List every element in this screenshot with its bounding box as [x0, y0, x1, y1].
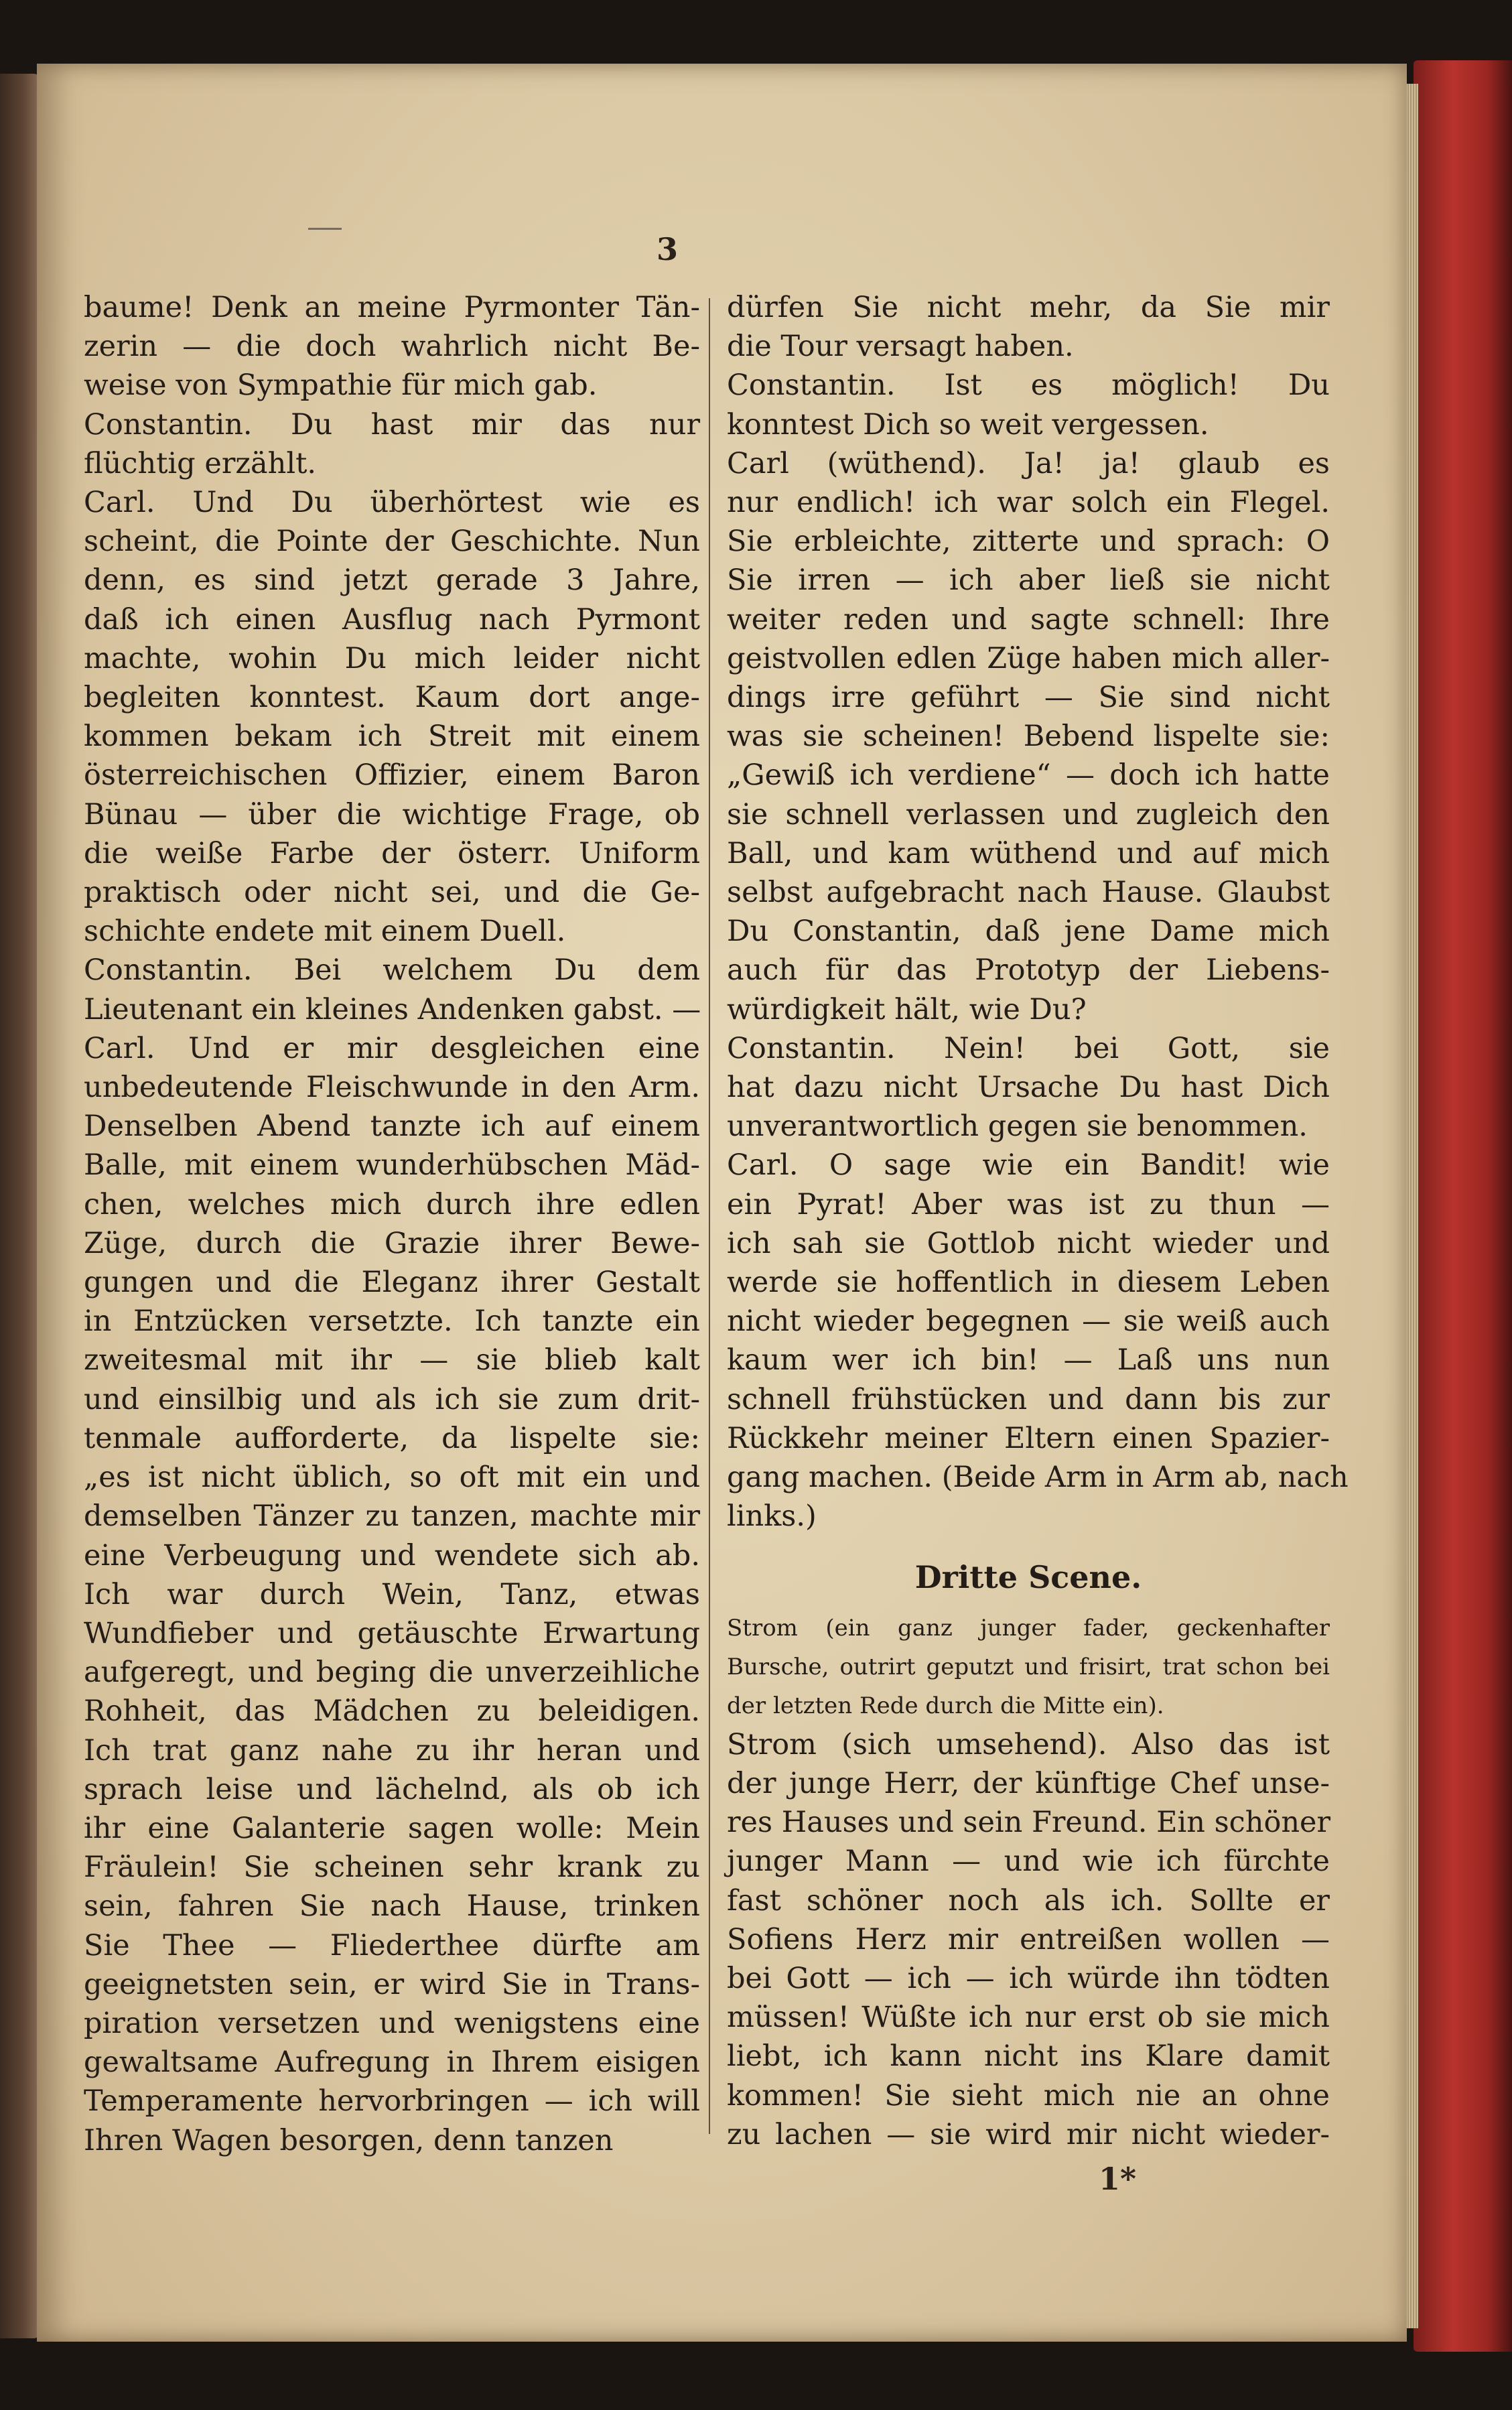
text-line: Rohheit, das Mädchen zu beleidigen.	[84, 1694, 700, 1729]
text-line: chen, welches mich durch ihre edlen	[84, 1187, 700, 1221]
text-line: kommen! Sie sieht mich nie an ohne	[727, 2078, 1330, 2113]
text-line: res Hauses und sein Freund. Ein schöner	[727, 1806, 1331, 1840]
text-line: die Tour versagt haben.	[727, 330, 1074, 364]
text-line: zu lachen — sie wird mir nicht wieder-	[727, 2117, 1330, 2151]
text-line: gewaltsame Aufregung in Ihrem eisigen	[84, 2046, 700, 2080]
text-line: geistvollen edlen Züge haben mich aller-	[727, 641, 1330, 675]
text-line: der letzten Rede durch die Mitte ein).	[727, 1692, 1164, 1719]
text-line: „Gewiß ich verdiene“ — doch ich hatte	[727, 758, 1330, 793]
text-line: schnell frühstücken und dann bis zur	[727, 1382, 1330, 1416]
text-line: Carl. Und Du überhörtest wie es	[84, 486, 700, 520]
text-line: Ich war durch Wein, Tanz, etwas	[84, 1577, 700, 1611]
book-cover-edge	[1414, 60, 1512, 2352]
column-divider	[709, 298, 710, 2134]
text-line: hat dazu nicht Ursache Du hast Dich	[727, 1071, 1330, 1105]
left-column	[84, 288, 700, 2160]
text-line: was sie scheinen! Bebend lispelte sie:	[727, 720, 1330, 754]
text-line: aufgeregt, und beging die unverzeihliche	[84, 1656, 700, 1690]
signature-mark: 1*	[1099, 2161, 1137, 2197]
text-line: „es ist nicht üblich, so oft mit ein und	[84, 1461, 700, 1495]
text-line: bei Gott — ich — ich würde ihn tödten	[727, 1961, 1330, 1995]
text-line: Constantin. Ist es möglich! Du	[727, 369, 1330, 403]
text-line: ich sah sie Gottlob nicht wieder und	[727, 1226, 1330, 1260]
text-line: werde sie hoffentlich in diesem Leben	[727, 1266, 1330, 1300]
text-line: weiter reden und sagte schnell: Ihre	[727, 602, 1330, 637]
text-line: demselben Tänzer zu tanzen, machte mir	[84, 1499, 700, 1534]
text-line: ihr eine Galanterie sagen wolle: Mein	[84, 1811, 700, 1845]
text-line: baume! Denk an meine Pyrmonter Tän-	[84, 291, 700, 324]
text-line: Temperamente hervorbringen — ich will	[84, 2084, 700, 2119]
page-number: 3	[657, 231, 679, 267]
text-line: Lieutenant ein kleines Andenken gabst. —	[84, 992, 701, 1026]
text-line: Sofiens Herz mir entreißen wollen —	[727, 1922, 1330, 1956]
text-line: sie schnell verlassen und zugleich den	[727, 797, 1330, 831]
text-line: Ihren Wagen besorgen, denn tanzen	[84, 2123, 614, 2157]
text-line: in Entzücken versetzte. Ich tanzte ein	[84, 1304, 700, 1339]
text-line: die weiße Farbe der österr. Uniform	[84, 836, 700, 870]
text-line: der junge Herr, der künftige Chef unse-	[727, 1766, 1330, 1800]
right-column-dialogue-continued	[727, 1725, 1330, 2154]
text-line: scheint, die Pointe der Geschichte. Nun	[84, 525, 700, 559]
text-line: Carl. O sage wie ein Bandit! wie	[727, 1148, 1330, 1183]
right-column-dialogue	[727, 288, 1349, 1536]
text-line: schichte endete mit einem Duell.	[84, 915, 566, 949]
text-line: machte, wohin Du mich leider nicht	[84, 641, 700, 675]
text-line: gungen und die Eleganz ihrer Gestalt	[84, 1266, 700, 1300]
text-line: nur endlich! ich war solch ein Flegel.	[727, 486, 1330, 520]
page-mark	[308, 228, 342, 230]
text-line: Constantin. Bei welchem Du dem	[84, 953, 700, 988]
text-line: eine Verbeugung und wendete sich ab.	[84, 1538, 700, 1572]
text-line: österreichischen Offizier, einem Baron	[84, 758, 700, 793]
text-line: Fräulein! Sie scheinen sehr krank zu	[84, 1851, 700, 1885]
text-line: nicht wieder begegnen — sie weiß auch	[727, 1304, 1330, 1339]
text-line: links.)	[727, 1499, 817, 1534]
text-line: Wundfieber und getäuschte Erwartung	[84, 1616, 700, 1650]
text-line: gang machen. (Beide Arm in Arm ab, nach	[727, 1461, 1349, 1495]
text-line: Carl (wüthend). Ja! ja! glaub es	[727, 446, 1330, 480]
text-line: Strom (sich umsehend). Also das ist	[727, 1727, 1330, 1761]
text-line: dürfen Sie nicht mehr, da Sie mir	[727, 291, 1330, 324]
text-line: Carl. Und er mir desgleichen eine	[84, 1031, 700, 1065]
text-line: junger Mann — und wie ich fürchte	[727, 1845, 1330, 1879]
text-line: fast schöner noch als ich. Sollte er	[727, 1883, 1330, 1918]
text-line: Strom (ein ganz junger fader, geckenhafter	[727, 1614, 1330, 1642]
text-line: und einsilbig und als ich sie zum drit-	[84, 1382, 700, 1416]
text-line: Balle, mit einem wunderhübschen Mäd-	[84, 1148, 700, 1183]
text-line: sprach leise und lächelnd, als ob ich	[84, 1772, 700, 1806]
text-line: Constantin. Nein! bei Gott, sie	[727, 1031, 1330, 1065]
text-line: Ich trat ganz nahe zu ihr heran und	[84, 1733, 700, 1767]
text-line: dings irre geführt — Sie sind nicht	[727, 681, 1330, 715]
text-line: Sie irren — ich aber ließ sie nicht	[727, 563, 1330, 598]
text-line: begleiten konntest. Kaum dort ange-	[84, 681, 700, 715]
text-line: unbedeutende Fleischwunde in den Arm.	[84, 1071, 700, 1105]
text-line: selbst aufgebracht nach Hause. Glaubst	[727, 876, 1330, 910]
text-line: Rückkehr meiner Eltern einen Spazier-	[727, 1421, 1330, 1455]
text-line: würdigkeit hält, wie Du?	[727, 992, 1087, 1026]
text-line: denn, es sind jetzt gerade 3 Jahre,	[84, 563, 700, 598]
text-line: unverantwortlich gegen sie benommen.	[727, 1110, 1308, 1144]
text-line: Bursche, outrirt geputzt und frisirt, trat schon bei	[727, 1653, 1330, 1680]
text-line: geeignetsten sein, er wird Sie in Trans-	[84, 1967, 700, 2001]
left-page-edge	[0, 74, 40, 2338]
text-line: Sie erbleichte, zitterte und sprach: O	[727, 525, 1330, 559]
text-line: Du Constantin, daß jene Dame mich	[727, 915, 1330, 949]
text-line: Züge, durch die Grazie ihrer Bewe-	[84, 1226, 700, 1260]
text-line: flüchtig erzählt.	[84, 446, 317, 480]
text-line: Ball, und kam wüthend und auf mich	[727, 836, 1330, 870]
text-line: Bünau — über die wichtige Frage, ob	[84, 797, 700, 831]
text-line: zweitesmal mit ihr — sie blieb kalt	[84, 1343, 700, 1378]
stage-direction	[727, 1609, 1330, 1725]
text-line: praktisch oder nicht sei, und die Ge-	[84, 876, 700, 910]
text-line: weise von Sympathie für mich gab.	[84, 369, 598, 403]
text-line: daß ich einen Ausflug nach Pyrmont	[84, 602, 700, 637]
text-line: tenmale aufforderte, da lispelte sie:	[84, 1421, 700, 1455]
text-line: kommen bekam ich Streit mit einem	[84, 720, 700, 754]
text-line: auch für das Prototyp der Liebens-	[727, 953, 1330, 988]
text-line: piration versetzen und wenigstens eine	[84, 2006, 700, 2040]
text-line: liebt, ich kann nicht ins Klare damit	[727, 2039, 1330, 2074]
scene-title: Dritte Scene.	[914, 1558, 1142, 1595]
text-line: Denselben Abend tanzte ich auf einem	[84, 1110, 700, 1144]
text-line: konntest Dich so weit vergessen.	[727, 407, 1209, 442]
text-line: sein, fahren Sie nach Hause, trinken	[84, 1889, 700, 1924]
right-column	[727, 288, 1349, 2154]
text-line: Sie Thee — Fliederthee dürfte am	[84, 1928, 700, 1962]
text-line: Constantin. Du hast mir das nur	[84, 407, 700, 442]
text-line: kaum wer ich bin! — Laß uns nun	[727, 1343, 1330, 1378]
text-line: müssen! Wüßte ich nur erst ob sie mich	[727, 2001, 1330, 2035]
text-line: zerin — die doch wahrlich nicht Be-	[84, 330, 700, 364]
text-line: ein Pyrat! Aber was ist zu thun —	[727, 1187, 1330, 1221]
